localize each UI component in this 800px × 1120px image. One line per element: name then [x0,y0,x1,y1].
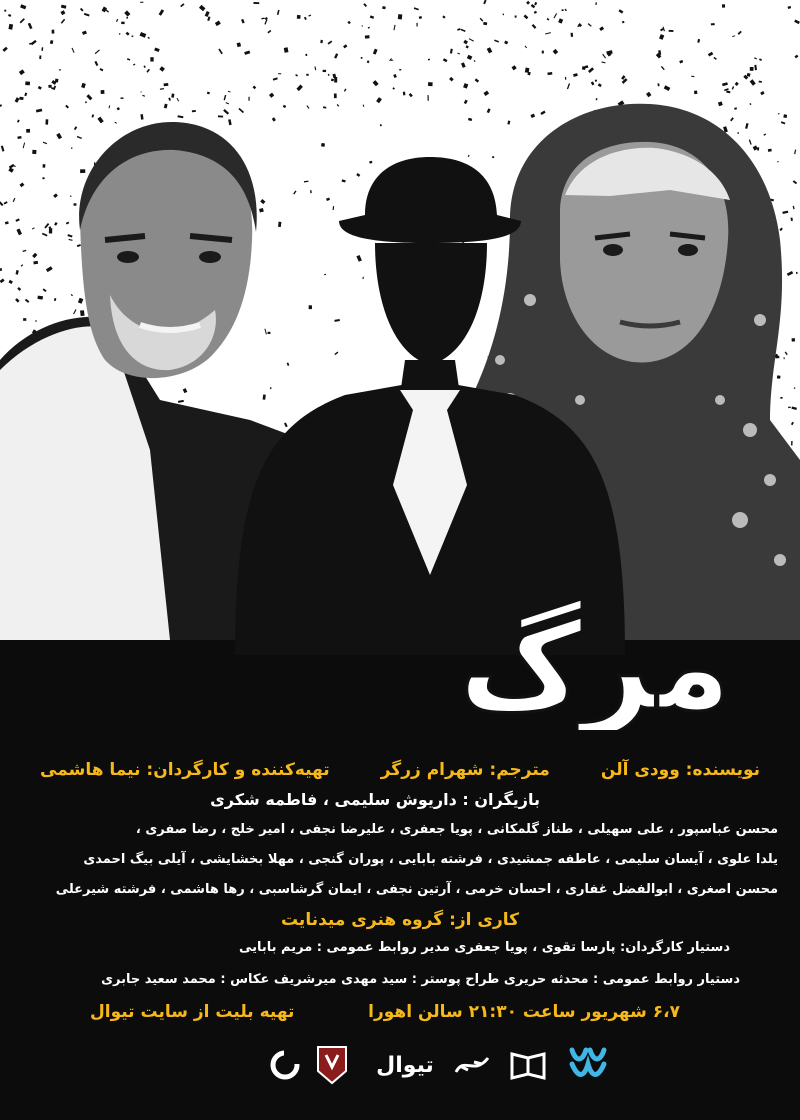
book-mark-icon [510,1048,546,1082]
ink-speck [142,95,145,97]
ink-speck [331,78,334,81]
ink-speck [248,97,249,101]
ink-speck [504,41,508,45]
ink-speck [750,67,754,71]
ink-speck [376,97,382,103]
ink-speck [92,114,95,117]
ink-speck [71,48,74,53]
ink-speck [150,57,153,61]
ink-speck [19,97,23,100]
ink-speck [697,39,700,43]
ink-speck [126,17,128,19]
ink-speck [691,76,694,78]
ink-speck [15,97,20,102]
ink-speck [363,105,365,107]
ink-speck [599,26,604,31]
ink-speck [154,48,160,52]
ink-speck [722,82,728,86]
logo-circle-mark [265,1030,305,1100]
ink-speck [140,2,143,3]
ink-speck [735,82,739,86]
ink-speck [450,49,453,54]
ink-speck [284,47,289,53]
ink-speck [457,53,460,55]
ink-speck [428,82,433,86]
ink-speck [0,104,2,107]
ink-speck [237,42,241,47]
ink-speck [116,19,118,22]
ink-speck [117,107,120,110]
ink-speck [24,93,27,97]
ink-speck [52,30,55,34]
ink-speck [393,25,395,31]
ink-speck [399,69,401,70]
tickets-text: تهیه بلیت از سایت تیوال [90,1002,295,1022]
ink-speck [126,32,130,36]
ink-speck [101,90,105,94]
ink-speck [494,40,499,43]
ink-speck [343,44,347,48]
ink-speck [475,78,479,82]
ink-speck [558,18,563,23]
ink-speck [100,68,104,71]
ink-speck [86,94,92,100]
ink-speck [794,55,798,59]
title-lettering [390,590,800,730]
ink-speck [382,6,386,9]
ink-speck [483,22,487,25]
ink-speck [428,59,430,61]
main-credits-row [40,760,760,780]
ink-speck [363,3,367,7]
ink-speck [591,81,595,85]
ink-speck [80,8,84,12]
ink-speck [562,9,564,11]
ink-speck [534,11,537,14]
ink-speck [171,93,174,97]
ink-speck [694,91,698,95]
ink-speck [199,5,206,11]
ink-speck [732,35,735,37]
logo-book-mark [506,1030,550,1100]
ink-speck [601,61,605,63]
ink-speck [164,104,168,109]
ink-speck [140,91,141,92]
ink-speck [661,66,665,70]
showtime-text: ۶،۷ شهریور ساعت ۲۱:۳۰ سالن اهورا [368,1002,680,1022]
ink-speck [41,47,43,51]
ink-speck [708,52,713,57]
ink-speck [105,9,109,12]
ink-speck [788,6,792,9]
ink-speck [2,47,7,52]
ink-speck [146,69,150,73]
ink-speck [127,58,130,60]
ink-speck [244,50,250,54]
ink-speck [365,35,370,39]
ink-speck [467,55,473,60]
ink-speck [524,15,529,20]
ink-speck [140,114,143,120]
ink-speck [711,23,715,25]
ink-speck [264,19,267,24]
ink-speck [226,102,230,104]
ink-speck [547,18,550,21]
ink-speck [337,104,340,107]
ink-speck [159,66,165,72]
ink-speck [143,65,145,68]
ink-speck [207,16,210,21]
ink-speck [36,109,42,113]
ink-speck [361,57,363,59]
ink-speck [463,83,468,89]
ink-speck [595,80,597,82]
ink-speck [794,20,800,25]
ink-speck [392,87,395,90]
ink-speck [60,10,65,15]
ink-speck [328,40,333,44]
ink-speck [414,7,419,10]
ink-speck [147,37,149,39]
ink-speck [515,15,517,17]
ink-speck [19,69,25,75]
ink-speck [595,2,597,5]
ink-speck [503,14,505,16]
ink-speck [553,49,559,55]
ink-speck [94,61,98,66]
ink-speck [759,58,762,61]
ink-speck [160,88,164,90]
ink-speck [332,74,336,78]
ink-speck [82,31,87,35]
ink-speck [732,86,735,89]
ink-speck [534,2,537,5]
title [390,590,800,730]
ink-speck [747,73,751,77]
tiwall-wordmark: تیوال [376,1052,434,1078]
ink-speck [277,10,280,15]
ink-speck [65,105,69,109]
ink-speck [205,11,210,17]
ink-speck [461,62,466,68]
ink-speck [207,92,210,95]
silhouette-bowler-hat [235,155,625,655]
ink-speck [347,21,350,24]
ink-speck [449,77,454,82]
ink-speck [571,33,574,37]
ink-speck [362,25,363,26]
ink-speck [532,24,537,29]
ink-speck [218,115,223,117]
ink-speck [373,49,378,55]
calligraphy-mark-icon [454,1050,490,1080]
ink-speck [759,81,762,83]
svg-text:مرگ: مرگ [459,598,731,730]
ink-speck [463,40,468,45]
staff-line-2: دستیار روابط عمومی : محدثه حریری طراح پوستر : سید مهدی میرشریف عکاس : محمد سعید جابری [101,972,740,987]
ink-speck [131,35,133,37]
ink-speck [738,31,742,35]
ink-speck [261,18,264,20]
ink-speck [320,40,323,43]
ink-speck [20,4,26,9]
ink-speck [567,83,570,89]
ink-speck [584,65,588,68]
ink-speck [177,98,180,102]
ink-speck [253,2,259,4]
ink-speck [469,38,474,41]
ink-speck [297,15,301,19]
circle-mark-icon [270,1050,300,1080]
ink-speck [304,17,307,20]
ink-speck [31,40,37,45]
ink-speck [296,85,302,92]
ink-speck [306,105,309,109]
ink-speck [726,90,730,93]
ink-speck [159,9,165,15]
ink-speck [180,3,184,7]
ink-speck [657,83,659,86]
ink-speck [480,18,484,22]
ink-speck [588,67,594,73]
ink-speck [224,95,227,101]
ink-speck [545,32,551,34]
ink-speck [278,73,281,74]
writer-credit: نویسنده: وودی آلن [600,760,760,780]
ink-speck [464,100,468,105]
ink-speck [553,13,557,18]
ink-speck [334,94,337,99]
ink-speck [323,70,326,72]
ink-speck [525,46,528,49]
showtime-row [90,1002,680,1022]
ink-speck [443,58,448,62]
ink-speck [754,57,757,59]
ink-speck [109,105,111,108]
ink-speck [283,105,286,108]
ink-speck [38,86,42,90]
ink-speck [25,81,30,85]
ink-speck [59,69,61,71]
ink-speck [368,27,370,29]
ink-speck [228,91,231,93]
ink-speck [121,97,124,99]
ink-speck [305,54,307,56]
ink-speck [646,92,651,97]
ink-speck [483,91,489,96]
ink-speck [373,80,379,86]
ink-speck [334,53,338,58]
ink-speck [403,92,406,96]
shield-mark-icon [316,1045,348,1085]
ink-speck [713,57,717,60]
ink-speck [177,115,183,118]
ink-speck [526,1,530,5]
ink-speck [55,79,59,83]
ink-speck [223,109,229,115]
ink-speck [409,93,413,97]
cast-heading: بازیگران : داریوش سلیمی ، فاطمه شکری [210,790,540,809]
ink-speck [241,19,245,24]
cast-line-3: محسن اصغری ، ابوالفضل غفاری ، احسان خرمی ، آرتین نجفی ، ایمان گرشاسبی ، رها هاشمی ، فرشته شیرعلی [55,882,778,897]
ink-speck [8,14,11,17]
ink-speck [760,91,764,95]
cast-line-1: محسن عباسپور ، علی سهیلی ، طناز گلمکانی ، پویا جعفری ، علیرضا نجفی ، امیر خلج ، رضا صفری ، [135,822,778,837]
ink-speck [442,15,445,18]
ink-speck [133,64,136,66]
ink-speck [461,29,466,32]
ink-speck [192,110,196,112]
ink-speck [754,65,757,71]
ink-speck [466,45,469,48]
ink-speck [419,16,422,19]
ink-speck [215,20,221,26]
ink-speck [724,88,729,91]
ink-speck [20,18,25,23]
ink-speck [124,10,130,16]
ink-speck [140,32,147,38]
ink-speck [269,93,274,98]
ink-speck [273,77,278,80]
theater-association-icon [568,1044,608,1086]
ink-speck [428,95,429,101]
ink-speck [334,77,337,83]
logo-calligraphy [450,1030,494,1100]
logo-theater-association [564,1030,612,1100]
ink-speck [85,101,87,103]
ink-speck [164,83,169,86]
ink-speck [457,28,461,31]
ink-speck [542,51,544,54]
ink-speck [306,74,308,76]
ink-speck [121,22,125,25]
ink-speck [669,30,674,32]
ink-speck [393,74,397,78]
ink-speck [323,106,326,108]
ink-speck [267,30,271,34]
ink-speck [28,23,33,29]
ink-speck [95,49,100,54]
ink-speck [722,4,725,8]
ink-speck [370,15,374,18]
ink-speck [308,14,311,16]
ink-speck [253,86,257,90]
ink-speck [547,72,552,75]
ink-speck [750,79,756,85]
ink-speck [588,23,592,27]
ink-speck [168,98,171,101]
ink-speck [119,33,121,35]
ink-speck [238,108,244,113]
producer-director-credit: تهیه‌کننده و کارگردان: نیما هاشمی [40,760,330,780]
ink-speck [61,19,65,24]
ink-speck [487,47,493,53]
logo-shield-mark [312,1030,352,1100]
ink-speck [618,9,623,13]
ink-speck [314,66,316,70]
ink-speck [81,83,86,88]
ink-speck [344,89,347,92]
ink-speck [664,85,671,91]
ink-speck [659,34,664,40]
ink-speck [84,13,90,17]
ink-speck [50,40,53,44]
ink-speck [573,73,578,77]
group-credit: کاری از: گروه هنری میدنایت [280,910,520,930]
cast-line-2: یلدا علوی ، آیسان سلیمی ، عاطفه جمشیدی ، فرشته بابایی ، پوران گنجی ، مهلا بخشایشی ، آیلی بیگ احمدی [83,852,778,867]
ink-speck [61,5,67,9]
sponsor-logos [0,1030,800,1110]
logo-tiwall [370,1030,440,1100]
ink-speck [622,21,625,23]
ink-speck [565,9,567,12]
ink-speck [474,60,476,62]
ink-speck [29,43,32,45]
ink-speck [295,74,298,77]
ink-speck [8,24,13,30]
ink-speck [483,0,486,4]
ink-speck [602,54,606,59]
ink-speck [48,85,51,88]
ink-speck [512,65,517,70]
ink-speck [679,60,683,64]
ink-speck [218,49,223,55]
translator-credit: مترجم: شهرام زرگر [380,760,550,780]
ink-speck [39,55,41,59]
ink-speck [565,77,566,80]
ink-speck [367,60,370,63]
ink-speck [328,74,330,76]
ink-speck [398,14,403,19]
ink-speck [416,23,417,27]
ink-speck [598,83,602,87]
staff-line-1: دستیار کارگردان: پارسا تقوی ، پویا جعفری مدیر روابط عمومی : مریم بابایی [238,940,730,955]
ink-speck [4,10,6,12]
